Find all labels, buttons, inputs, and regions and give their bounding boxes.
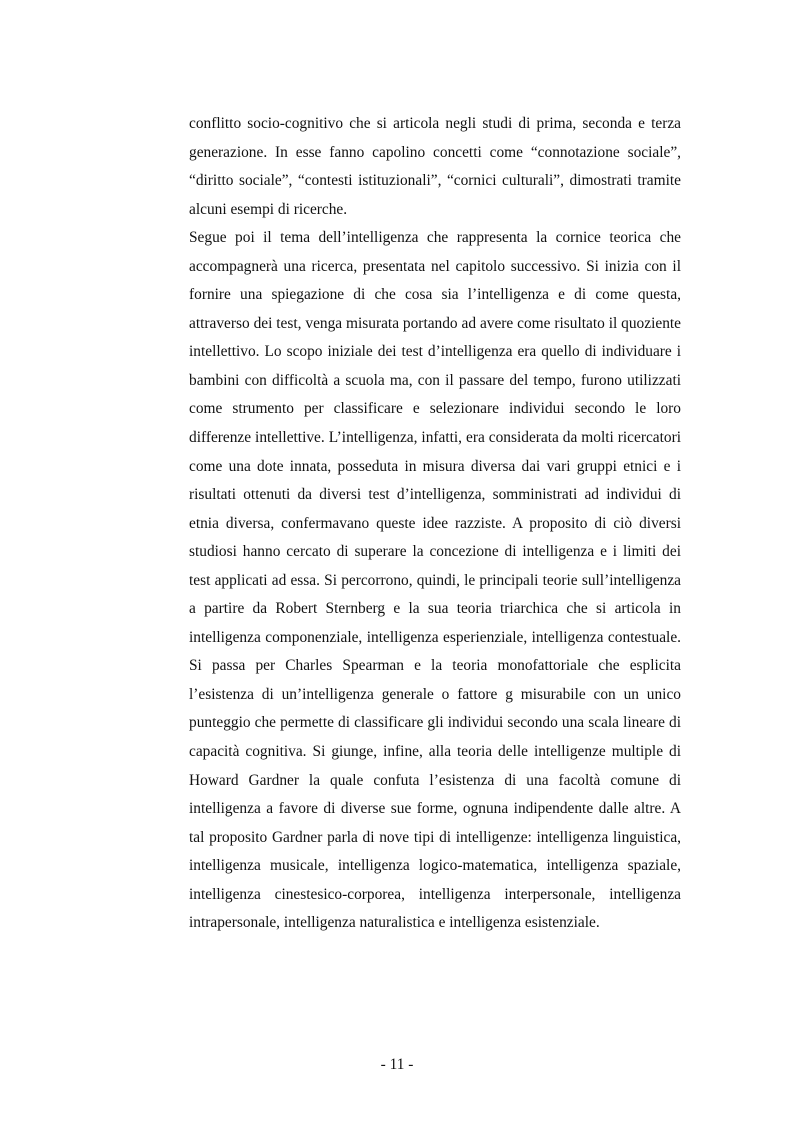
paragraph-intelligence: Segue poi il tema dell’intelligenza che rappresenta la cornice teorica che accompagnerà una ricerca, presentata nel capitolo successivo. Si inizia con il fornire una spiegazione di che cosa sia l’intelligenza e di come questa, attraverso dei test, venga misurata portando ad avere come risultato il quoziente intellettivo. Lo scopo iniziale dei test d’intelligenza era quello di individuare i bambini con difficoltà a scuola ma, con il passare del tempo, furono utilizzati come strumento per classificare e selezionare individui secondo le loro differenze intellettive. L’intelligenza, infatti, era considerata da molti ricercatori come una dote innata, posseduta in misura diversa dai vari gruppi etnici e i risultati ottenuti da diversi test d’intelligenza, somministrati ad individui di etnia diversa, confermavano queste idee razziste. A proposito di ciò diversi studiosi hanno cercato di superare la concezione di intelligenza e i limiti dei test applicati ad essa. Si percorrono, quindi, le principali teorie sull’intelligenza a partire da Robert Sternberg e la sua teoria triarchica che si articola in intelligenza componenziale, intelligenza esperienziale, intelligenza contestuale. Si passa per Charles Spearman e la teoria monofattoriale che esplicita l’esistenza di un’intelligenza generale o fattore g misurabile con un unico punteggio che permette di classificare gli individui secondo una scala lineare di capacità cognitiva. Si giunge, infine, alla teoria delle intelligenze multiple di Howard Gardner la quale confuta l’esistenza di una facoltà comune di intelligenza a favore di diverse sue forme, ognuna indipendente dalle altre. A tal proposito Gardner parla di nove tipi di intelligenze: intelligenza linguistica, intelligenza musicale, intelligenza logico-matematica, intelligenza spaziale, intelligenza cinestesico-corporea, intelligenza interpersonale, intelligenza intrapersonale, intelligenza naturalistica e intelligenza esistenziale. <box>189 229 681 932</box>
page-number: - 11 - <box>380 1056 414 1073</box>
paragraph-intro: conflitto socio-cognitivo che si articola negli studi di prima, seconda e terza generazione. In esse fanno capolino concetti come “connotazione sociale”, “diritto sociale”, “contesti istituzionali”, “cornici culturali”, dimostrati tramite alcuni esempi di ricerche. <box>189 115 681 218</box>
body-text <box>189 110 681 938</box>
